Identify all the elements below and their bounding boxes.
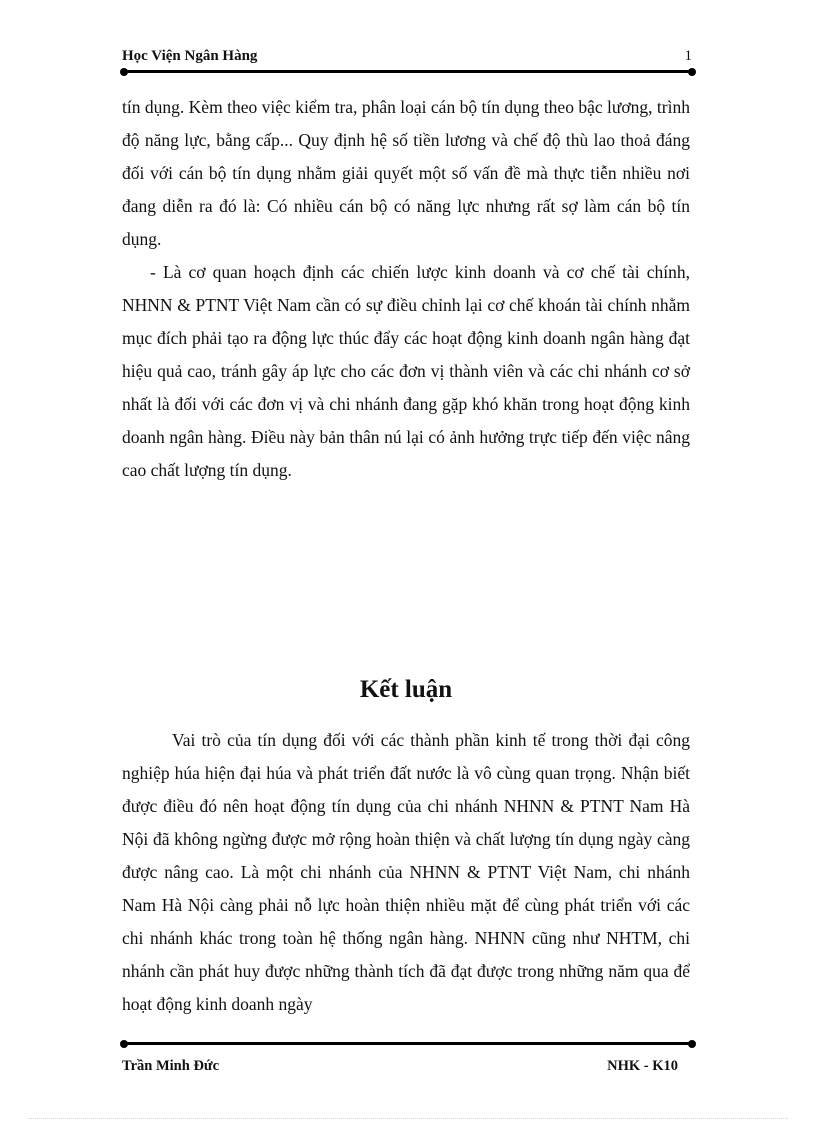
conclusion-text [122, 724, 690, 1021]
body-text [122, 91, 690, 487]
header-rule [124, 70, 692, 73]
paragraph: Vai trò của tín dụng đối với các thành phần kinh tế trong thời đại công nghiệp húa hiện đại húa và phát triển đất nước là vô cùng quan trọng. Nhận biết được điều đó nên hoạt động tín dụng của chi nhánh NHNN & PTNT Nam Hà Nội đã không ngừng được mở rộng hoàn thiện và chất lượng tín dụng ngày càng được nâng cao. Là một chi nhánh của NHNN & PTNT Việt Nam, chi nhánh Nam Hà Nội càng phải nỗ lực hoàn thiện nhiều mặt để cùng phát triển với các chi nhánh khác trong toàn hệ thống ngân hàng. NHNN cũng như NHTM, chi nhánh cần phát huy được những thành tích đã đạt được trong những năm qua để hoạt động kinh doanh ngày [122, 730, 690, 1014]
footer-author: Trần Minh Đức [122, 1058, 220, 1074]
footer-code: NHK - K10 [607, 1058, 678, 1074]
page-footer [122, 1058, 682, 1078]
page-header [122, 48, 694, 68]
page-number: 1 [684, 48, 692, 64]
footer-rule [124, 1042, 692, 1045]
section-heading: Kết luận [359, 676, 453, 703]
page-bottom-border [28, 1118, 788, 1119]
paragraph: tín dụng. Kèm theo việc kiểm tra, phân loại cán bộ tín dụng theo bậc lương, trình độ năng lực, bằng cấp... Quy định hệ số tiền lương và chế độ thù lao thoả đáng đối với cán bộ tín dụng nhằm giải quyết một số vấn đề mà thực tiễn nhiều nơi đang diễn ra đó là: Có nhiều cán bộ có năng lực nhưng rất sợ làm cán bộ tín dụng. [122, 97, 690, 249]
header-title: Học Viện Ngân Hàng [122, 48, 258, 64]
paragraph: - Là cơ quan hoạch định các chiến lược kinh doanh và cơ chế tài chính, NHNN & PTNT Việt Nam cần có sự điều chỉnh lại cơ chế khoán tài chính nhằm mục đích phải tạo ra động lực thúc đẩy các hoạt động kinh doanh ngân hàng đạt hiệu quả cao, tránh gây áp lực cho các đơn vị thành viên và các chi nhánh cơ sở nhất là đối với các đơn vị và chi nhánh đang gặp khó khăn trong hoạt động kinh doanh ngân hàng. Điều này bản thân nú lại có ảnh hưởng trực tiếp đến việc nâng cao chất lượng tín dụng. [122, 262, 690, 480]
